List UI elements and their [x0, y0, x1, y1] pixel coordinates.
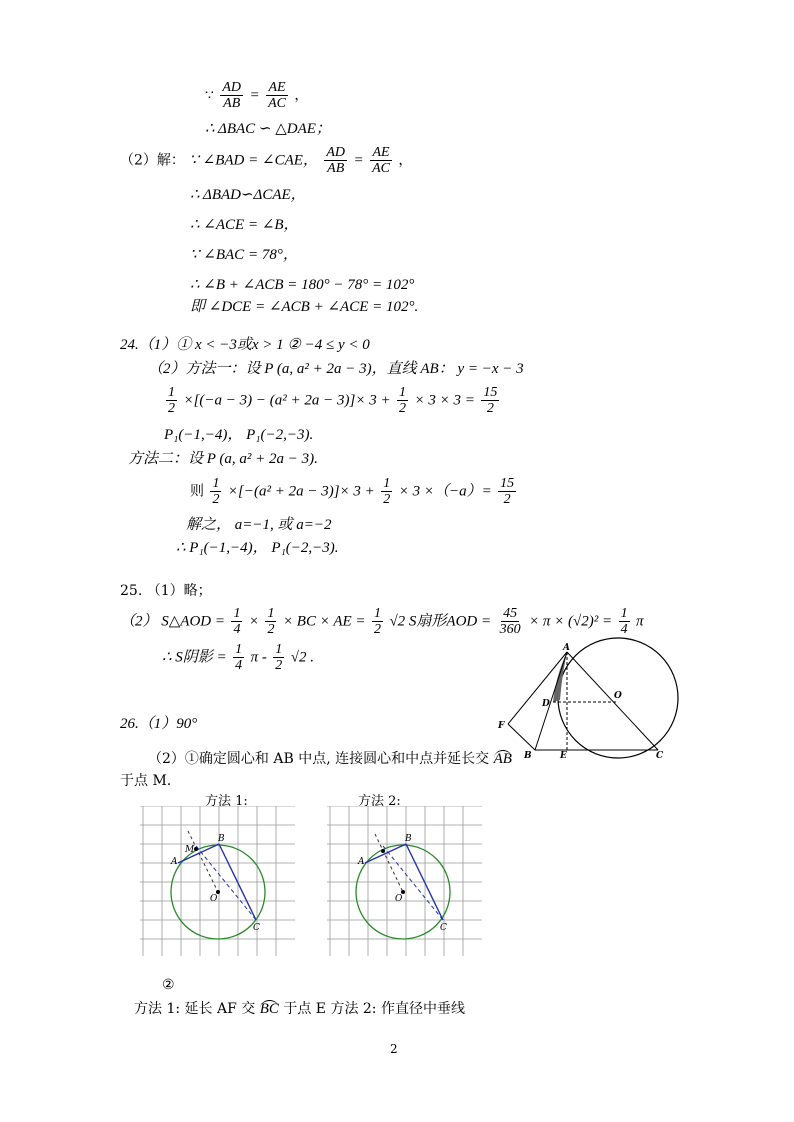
label-B: B [405, 834, 412, 844]
numerator: 1 [620, 606, 628, 621]
label-C: C [440, 923, 447, 933]
fraction [481, 385, 499, 416]
fraction [273, 642, 284, 673]
numerator: 1 [373, 606, 381, 621]
expr: ×[(−a − 3) − (a² + 2a − 3)]× 3 + [183, 392, 391, 409]
denominator: 2 [267, 622, 275, 637]
denominator: 360 [499, 622, 521, 637]
segment-FB [508, 724, 535, 750]
punct: ， [398, 152, 413, 169]
label-D: D [542, 699, 550, 709]
denominator: 2 [275, 658, 283, 673]
fraction [498, 476, 516, 507]
expr: （2） S△AOD = [120, 613, 225, 630]
numerator: AE [372, 145, 390, 160]
numerator: 1 [235, 642, 243, 657]
q25-line-1: 25. （1）略； [120, 583, 212, 599]
q26-line-1: 26.（1）90° [120, 716, 198, 732]
label-O: O [614, 691, 622, 701]
fraction [381, 476, 392, 507]
label-O: O [210, 894, 218, 904]
numerator: 15 [483, 385, 498, 400]
line-6: ∵ ∠BAC = 78°， [190, 247, 298, 263]
grid-figure-method-1 [140, 806, 295, 956]
label-B: B [524, 751, 532, 761]
fraction [372, 606, 383, 637]
point-M [194, 847, 198, 851]
text: 于点 E 方法 2: 作直径中垂线 [283, 1001, 465, 1017]
fraction [370, 145, 392, 176]
expr: × 3 × 3 = [414, 392, 475, 409]
expr: × BC × AE = [282, 613, 366, 630]
grid-figure-method-2 [327, 806, 482, 956]
label-M: M [185, 845, 195, 855]
denominator: AB [327, 161, 345, 176]
arc-notation: BC [259, 1001, 279, 1017]
expr: π [636, 613, 644, 630]
expr: × π × (√2)² = [529, 613, 613, 630]
line-7: ∴ ∠B + ∠ACB = 180° − 78° = 102° [190, 277, 415, 293]
method-2-caption: 方法 2: [358, 794, 401, 809]
denominator: AB [223, 96, 241, 111]
label-A: A [171, 857, 178, 867]
label-B: B [218, 834, 225, 844]
line-1 [205, 80, 308, 111]
page-number: 2 [390, 1042, 398, 1056]
geometry-figure-q25 [490, 630, 700, 765]
fraction [231, 606, 242, 637]
line-8: 即 ∠DCE = ∠ACB + ∠ACE = 102°. [190, 299, 419, 315]
punct: ， [294, 87, 309, 104]
label: （2）解： [120, 152, 185, 169]
numerator: 45 [503, 606, 518, 621]
q24-line-4: P₁(−1,−4)， P₁(−2,−3). [164, 427, 314, 443]
q25-line-3 [162, 642, 314, 673]
label: 则 [190, 483, 204, 500]
expr: √2 S扇形AOD = [389, 613, 492, 630]
numerator: AE [268, 80, 286, 95]
label-O: O [395, 894, 403, 904]
text: （2）①确定圆心和 AB 中点, 连接圆心和中点并延长交 [148, 751, 490, 767]
label-A: A [563, 643, 570, 653]
line-3 [120, 145, 412, 176]
label-A: A [358, 857, 365, 867]
fraction [266, 80, 288, 111]
arc-notation: AB [493, 751, 512, 767]
numerator: 1 [267, 606, 275, 621]
segment-AB [365, 844, 406, 863]
fraction [265, 606, 276, 637]
times: × [248, 613, 260, 630]
dashed-OM [188, 831, 218, 892]
equals: = [249, 87, 260, 104]
equals: = [353, 152, 364, 169]
expr: × 3 ×（−a）= [398, 483, 492, 500]
q24-line-3 [164, 385, 501, 416]
line-4: ∴ ΔBAD∽ΔCAE， [190, 187, 306, 203]
label-C: C [656, 751, 664, 761]
q24-line-2: （2）方法一：设 P (a, a² + 2a − 3)，直线 AB： y = −x − 3 [148, 361, 524, 377]
text: 方法 1: 延长 AF 交 [134, 1001, 256, 1017]
numerator: 1 [233, 606, 241, 621]
denominator: 4 [620, 622, 628, 637]
numerator: AD [326, 145, 346, 160]
label-E: E [560, 751, 567, 761]
expr: ∴ S阴影 = [162, 649, 227, 666]
denominator: 2 [486, 401, 494, 416]
q24-line-8: ∴ P₁(−1,−4)， P₁(−2,−3). [176, 540, 339, 556]
q26-line-5 [134, 1002, 465, 1017]
line-5: ∴ ∠ACE = ∠B， [190, 217, 299, 233]
denominator: AC [372, 161, 390, 176]
numerator: 1 [383, 476, 391, 491]
denominator: 2 [373, 622, 381, 637]
denominator: 2 [383, 492, 391, 507]
denominator: 4 [235, 658, 243, 673]
fraction [233, 642, 244, 673]
point-M [381, 849, 385, 853]
fraction [324, 145, 347, 176]
line-2: ∴ ΔBAC ∽ △DAE； [205, 121, 331, 137]
numerator: 1 [399, 385, 407, 400]
because-symbol: ∵ [205, 87, 214, 104]
fraction [220, 80, 243, 111]
fraction [397, 385, 408, 416]
numerator: 15 [500, 476, 515, 491]
expr: ∵ ∠BAD = ∠CAE， [189, 152, 318, 169]
label-C: C [253, 923, 260, 933]
segment-AB [535, 652, 567, 750]
q26-line-3: 于点 M. [120, 773, 172, 789]
expr: π - [250, 649, 267, 666]
segment-AC [567, 652, 658, 750]
numerator: 1 [275, 642, 283, 657]
q24-line-5: 方法二：设 P (a, a² + 2a − 3). [128, 451, 318, 467]
q26-line-2 [148, 752, 512, 767]
denominator: 2 [168, 401, 175, 416]
denominator: AC [268, 96, 286, 111]
denominator: 2 [399, 401, 407, 416]
method-1-caption: 方法 1: [205, 794, 248, 809]
denominator: 2 [503, 492, 511, 507]
expr: √2 . [290, 649, 314, 666]
numerator: 1 [168, 385, 175, 400]
fraction [166, 385, 177, 416]
denominator: 2 [212, 492, 220, 507]
numerator: AD [222, 80, 242, 95]
expr: ×[−(a² + 2a − 3)]× 3 + [227, 483, 375, 500]
q26-line-4: ② [162, 977, 175, 993]
fraction [210, 476, 221, 507]
q24-line-7: 解之， a=−1, 或 a=−2 [186, 517, 332, 533]
q24-line-1: 24.（1）① x < −3或x > 1 ② −4 ≤ y < 0 [120, 337, 370, 353]
numerator: 1 [212, 476, 220, 491]
q24-line-6 [190, 476, 518, 507]
label-F: F [498, 721, 505, 731]
denominator: 4 [233, 622, 241, 637]
